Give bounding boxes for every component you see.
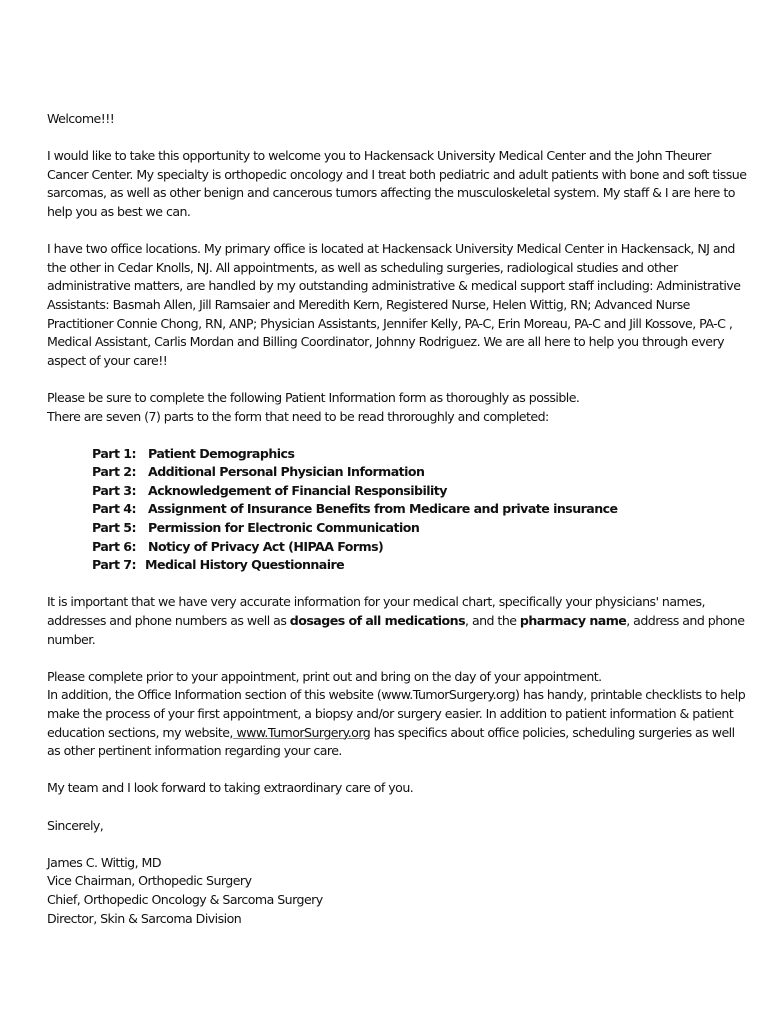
form-instructions-line-2: There are seven (7) parts to the form that need to be read throroughly and completed: [47,408,549,424]
signature-title-3: Director, Skin & Sarcoma Division [47,910,242,926]
part-title: Noticy of Privacy Act (HIPAA Forms) [148,538,384,554]
medical-chart-text-c: , and the [465,613,520,629]
form-part-3 [92,482,747,501]
medical-chart-paragraph [47,593,747,649]
part-label: Part 2: [92,464,136,480]
website-link[interactable]: www.TumorSurgery.org [232,724,371,740]
website-paragraph [47,668,747,761]
website-text-b: has specifics about office policies, scheduling surgeries as well as other pertinent information regarding your care. [47,724,735,759]
part-label: Part 4: [92,501,136,517]
part-label: Part 7: [92,557,136,573]
part-title: Medical History Questionnaire [145,557,345,573]
medical-chart-text-a: It is important that we have very accurate information for your medical chart, specifically your physicians' names, addresses and phone numbers as well as [47,594,705,629]
welcome-letter [47,110,747,928]
form-parts-list [92,445,747,575]
signature-title-2: Chief, Orthopedic Oncology & Sarcoma Surgery [47,891,323,907]
form-instructions-line-1: Please be sure to complete the following Patient Information form as thoroughly as possible. [47,389,580,405]
part-label: Part 3: [92,482,136,498]
medical-chart-text-e: , address and phone number. [47,613,745,647]
form-part-5 [92,519,747,538]
form-part-2 [92,463,747,482]
part-label: Part 6: [92,538,136,554]
form-part-4 [92,500,747,519]
greeting: Welcome!!! [47,111,115,126]
office-locations-paragraph: I have two office locations. My primary office is located at Hackensack University Medical Center in Hackensack, NJ and the other in Cedar Knolls, NJ. All appointments, as well as scheduling surgeries, radiological studies and other administrative matters, are handled by my outstanding administrative & medical support staff including: Administrative Assistants: Basmah Allen, Jill Ramsaier and Meredith Kern, Registered Nurse, Helen Wittig, RN; Advanced Nurse Practitioner Connie Chong, RN, ANP; Physician Assistants, Jennifer Kelly, PA-C, Erin Moreau, PA-C and Jill Kossove, PA-C , Medical Assistant, Carlis Mordan and Billing Coordinator, Johnny Rodriguez. We are all here to help you through every aspect of your care!! [47,241,741,368]
part-title: Acknowledgement of Financial Responsibility [148,482,447,498]
form-part-7 [92,556,747,575]
form-part-6 [92,538,747,557]
part-label: Part 5: [92,520,136,536]
part-title: Permission for Electronic Communication [148,520,420,536]
signature-title-1: Vice Chairman, Orthopedic Surgery [47,873,252,889]
website-text-a: In addition, the Office Information section of this website (www.TumorSurgery.org) has handy, printable checklists to help make the process of your first appointment, a biopsy and/or surgery easier. In addition to patient information & patient education sections, my website, [47,687,746,740]
form-part-1 [92,445,747,464]
part-title: Additional Personal Physician Information [148,464,425,480]
pharmacy-emphasis: pharmacy name [519,613,627,629]
form-instructions-paragraph [47,389,747,426]
part-label: Part 1: [92,445,136,461]
signature-name: James C. Wittig, MD [47,854,161,870]
look-forward-paragraph: My team and I look forward to taking extraordinary care of you. [47,780,414,796]
part-title: Patient Demographics [148,445,295,461]
dosages-emphasis: dosages of all medications [289,613,466,629]
complete-prior-line: Please complete prior to your appointment, print out and bring on the day of your appointment. [47,668,602,684]
closing: Sincerely, [47,817,104,833]
part-title: Assignment of Insurance Benefits from Medicare and private insurance [148,501,618,517]
signature-block [47,854,747,928]
intro-paragraph: I would like to take this opportunity to welcome you to Hackensack University Medical Center and the John Theurer Cancer Center. My specialty is orthopedic oncology and I treat both pediatric and adult patients with bone and soft tissue sarcomas, as well as other benign and cancerous tumors affecting the musculoskeletal system. My staff & I are here to help you as best we can. [47,148,747,219]
